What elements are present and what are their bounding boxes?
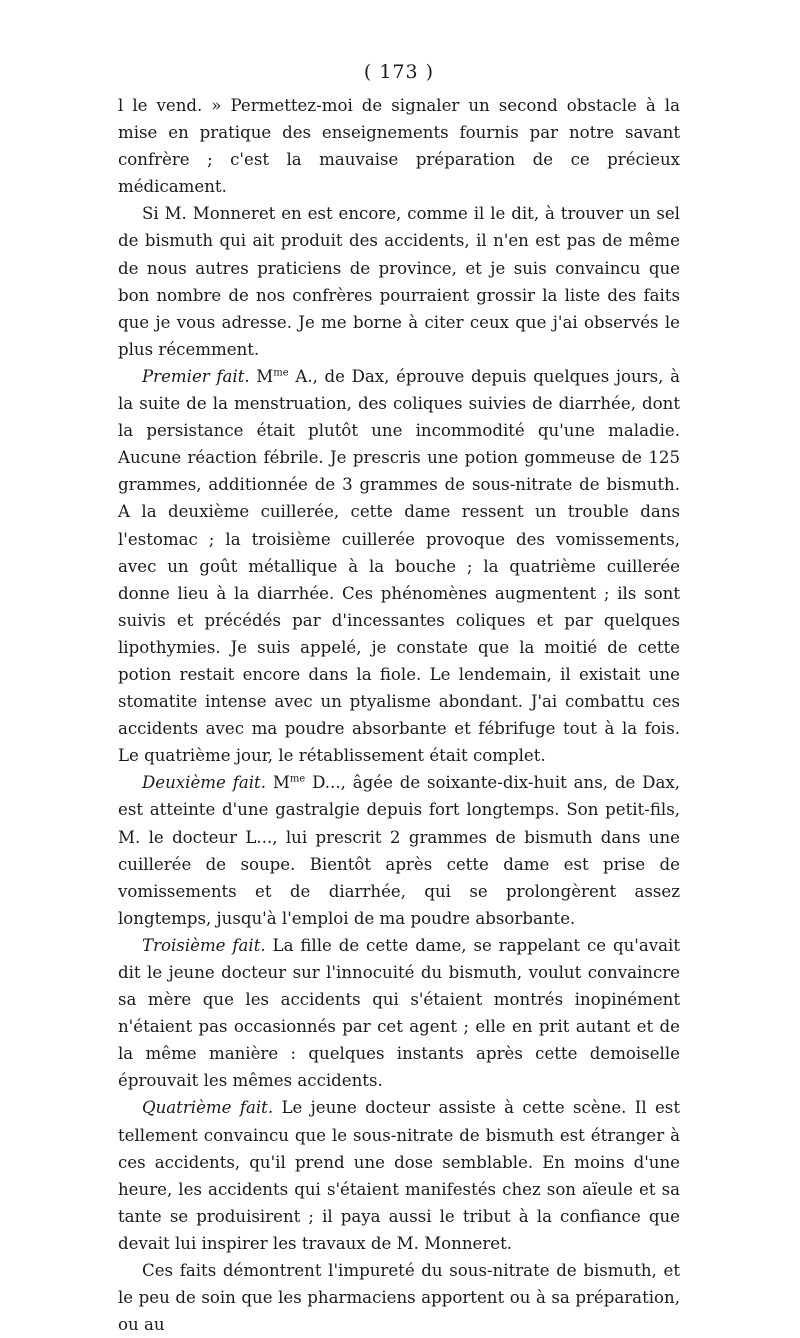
paragraph-body: A., de Dax, éprouve depuis quelques jours, à la suite de la menstruation, des coliques suivies de diarrhée, dont la persistance était plutôt une incommodité qu'une maladie. Aucune réaction fébrile. Je prescris une potion gommeuse de 125 grammes, additionnée de 3 grammes de sous-nitrate de bismuth. A la deuxième cuillerée, cette dame ressent un trouble dans l'estomac ; la troisième cuillerée provoque des vomissements, avec un goût métallique à la bouche ; la quatrième cuillerée donne lieu à la diarrhée. Ces phénomènes augmentent ; ils sont suivis et précédés par d'incessantes coliques et par quelques lipothymies. Je suis appelé, je constate que la moitié de cette potion restait encore dans la fiole. Le lendemain, il existait une stomatite intense avec un ptyalisme abondant. J'ai combattu ces accidents avec ma poudre absorbante et fébrifuge tout à la fois. Le quatrième jour, le rétablissement était complet. [118, 366, 680, 766]
fait-title-quatrieme: Quatrième fait. [142, 1098, 274, 1118]
paragraph-body: Le jeune docteur assiste à cette scène. Il est tellement convaincu que le sous-nitrate de bismuth est étranger à ces accidents, qu'il prend une dose semblable. En moins d'une heure, les accidents qui s'étaient manifestés chez son aïeule et sa tante se produisirent ; il paya aussi le tribut à la confiance que devait lui inspirer les travaux de M. Monneret. [118, 1098, 680, 1253]
page-number: ( 173 ) [363, 61, 435, 83]
paragraph-monneret: Si M. Monneret en est encore, comme il le dit, à trouver un sel de bismuth qui ait produit des accidents, il n'en est pas de même de nous autres praticiens de province, et je suis convaincu que bon nombre de nos confrères pourraient grossir la liste des faits que je vous adresse. Je me borne à citer ceux que j'ai observés le plus récemment. [118, 204, 680, 359]
paragraph-deuxieme-fait [118, 769, 680, 932]
title-abbrev-sup: me [273, 367, 289, 379]
document-page [118, 58, 680, 1338]
paragraph-intro: l le vend. » Permettez-moi de signaler un second obstacle à la mise en pratique des enseignements fournis par notre savant confrère ; c'est la mauvaise préparation de ce précieux médicament. [118, 96, 680, 197]
title-abbrev-sup: me [289, 773, 306, 785]
fait-title-troisieme: Troisième fait. [142, 935, 266, 955]
title-abbrev: M [256, 366, 274, 386]
paragraph-body: D..., âgée de soixante-dix-huit ans, de Dax, est atteinte d'une gastralgie depuis fort longtemps. Son petit-fils, M. le docteur L..., lui prescrit 2 grammes de bismuth dans une cuillerée de soupe. Bientôt après cette dame est prise de vomissements et de diarrhée, qui se prolongèrent assez longtemps, jusqu'à l'emploi de ma poudre absorbante. [118, 773, 680, 928]
fait-title-deuxieme: Deuxième fait. [142, 773, 266, 793]
title-abbrev: M [272, 773, 290, 793]
body-text [118, 92, 680, 1338]
fait-title-premier: Premier fait. [142, 366, 250, 386]
paragraph-body: La fille de cette dame, se rappelant ce qu'avait dit le jeune docteur sur l'innocuité du bismuth, voulut convaincre sa mère que les accidents qui s'étaient montrés inopinément n'étaient pas occasionnés par cet agent ; elle en prit autant et de la même manière : quelques instants après cette demoiselle éprouvait les mêmes accidents. [118, 935, 680, 1091]
paragraph-premier-fait [118, 363, 680, 769]
paragraph-troisieme-fait [118, 932, 680, 1095]
paragraph-quatrieme-fait [118, 1094, 680, 1257]
paragraph-conclusion: Ces faits démontrent l'impureté du sous-nitrate de bismuth, et le peu de soin que les pharmaciens apportent ou à sa préparation, ou au [118, 1261, 680, 1335]
